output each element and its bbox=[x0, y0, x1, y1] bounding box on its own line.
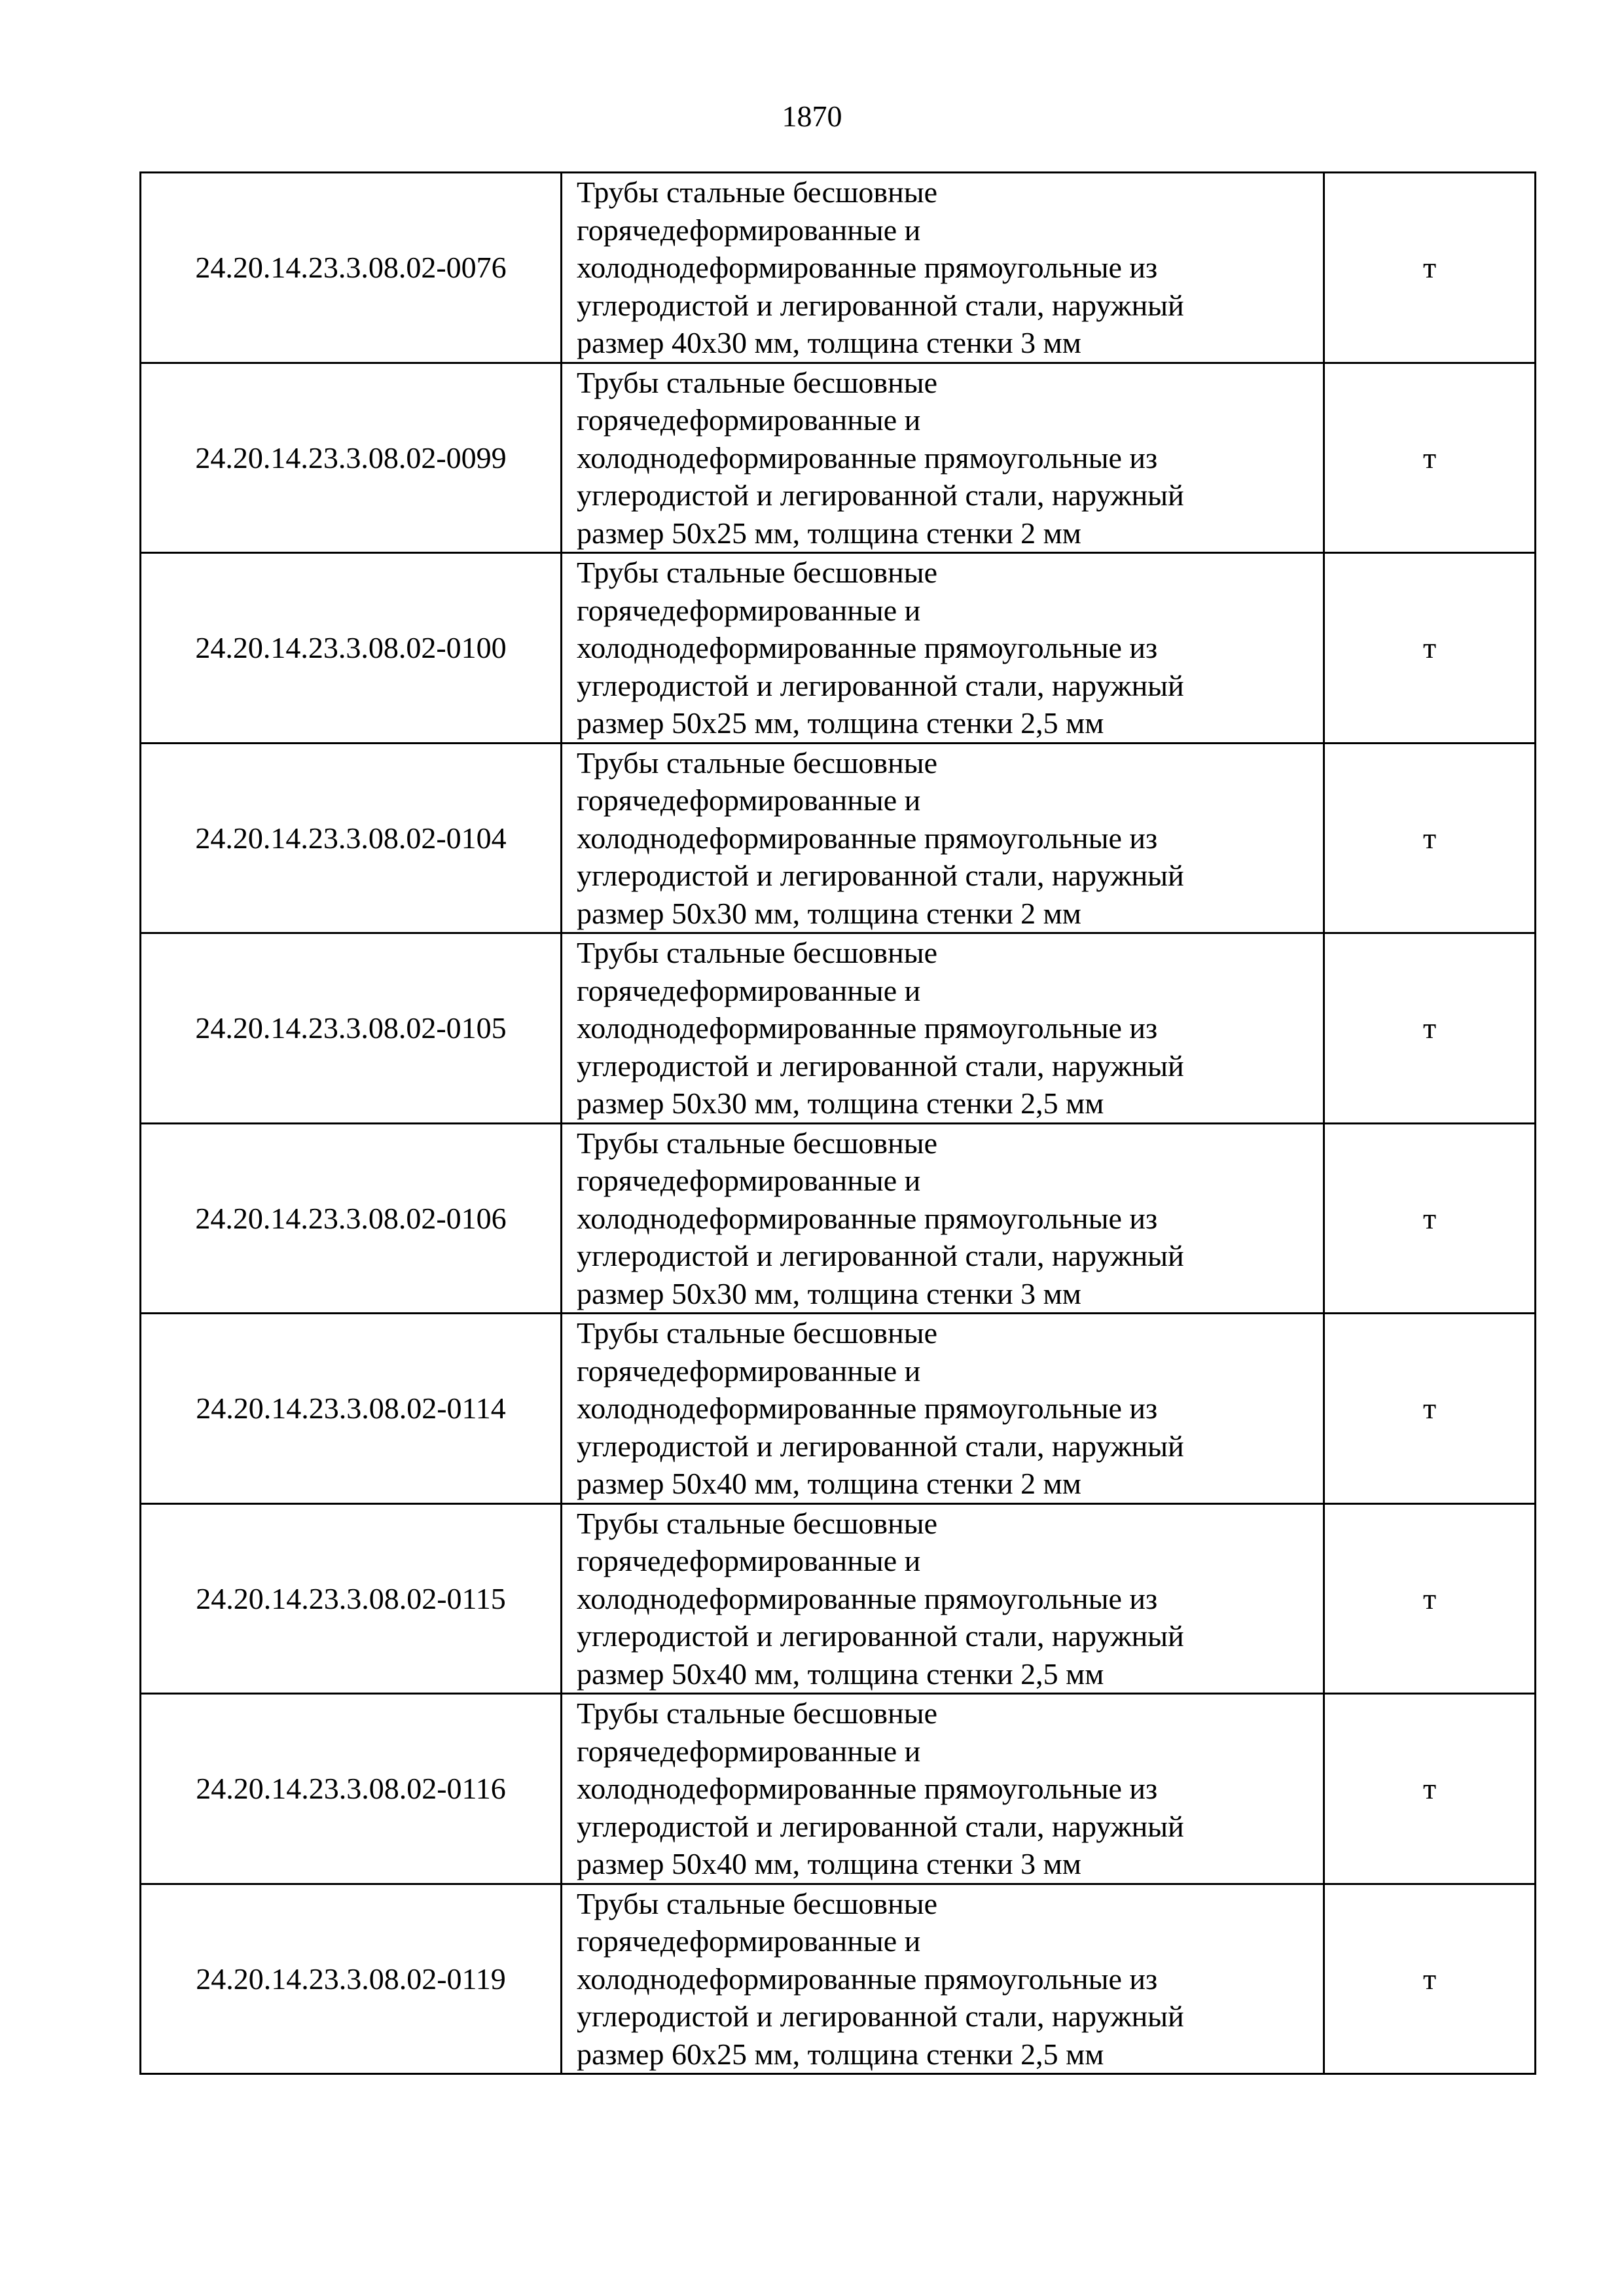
description-line: холоднодеформированные прямоугольные из bbox=[577, 251, 1158, 284]
description-line: холоднодеформированные прямоугольные из bbox=[577, 1201, 1158, 1235]
table-row bbox=[141, 553, 1536, 744]
description-line: размер 50х30 мм, толщина стенки 2,5 мм bbox=[577, 1086, 1104, 1120]
description-line: холоднодеформированные прямоугольные из bbox=[577, 1391, 1158, 1425]
description-line: углеродистой и легированной стали, наружный bbox=[577, 1239, 1184, 1272]
resource-description-cell bbox=[562, 173, 1324, 363]
description-line: размер 50х40 мм, толщина стенки 3 мм bbox=[577, 1847, 1081, 1880]
description-line: углеродистой и легированной стали, наружный bbox=[577, 1619, 1184, 1653]
description-line: Трубы стальные бесшовные bbox=[577, 1886, 938, 1920]
table-row bbox=[141, 363, 1536, 553]
description-line: холоднодеформированные прямоугольные из bbox=[577, 440, 1158, 475]
description-line: Трубы стальные бесшовные bbox=[577, 175, 938, 209]
description-line: горячедеформированные и bbox=[577, 1354, 921, 1388]
description-line: углеродистой и легированной стали, наружный bbox=[577, 859, 1184, 892]
description-line: горячедеформированные и bbox=[577, 593, 921, 627]
resource-description-cell bbox=[562, 1314, 1324, 1504]
resource-code-cell: 24.20.14.23.3.08.02-0104 bbox=[141, 743, 562, 933]
description-line: углеродистой и легированной стали, наружный bbox=[577, 2000, 1184, 2033]
description-line: Трубы стальные бесшовные bbox=[577, 556, 938, 589]
unit-cell: т bbox=[1324, 1503, 1536, 1694]
description-line: горячедеформированные и bbox=[577, 1164, 921, 1197]
description-line: размер 50х30 мм, толщина стенки 2 мм bbox=[577, 896, 1081, 930]
table-row bbox=[141, 1503, 1536, 1694]
resource-code-cell: 24.20.14.23.3.08.02-0114 bbox=[141, 1314, 562, 1504]
unit-cell: т bbox=[1324, 173, 1536, 363]
table-row bbox=[141, 1314, 1536, 1504]
description-line: Трубы стальные бесшовные bbox=[577, 1316, 938, 1350]
resource-description-cell bbox=[562, 1123, 1324, 1314]
description-line: углеродистой и легированной стали, наружный bbox=[577, 1049, 1184, 1083]
resource-description-cell bbox=[562, 363, 1324, 553]
materials-table bbox=[139, 171, 1536, 2075]
description-line: горячедеформированные и bbox=[577, 213, 921, 247]
description-line: холоднодеформированные прямоугольные из bbox=[577, 1962, 1158, 1996]
table-row bbox=[141, 933, 1536, 1124]
description-line: Трубы стальные бесшовные bbox=[577, 1696, 938, 1730]
description-line: холоднодеформированные прямоугольные из bbox=[577, 1581, 1158, 1615]
description-line: Трубы стальные бесшовные bbox=[577, 365, 938, 399]
description-line: размер 50х25 мм, толщина стенки 2,5 мм bbox=[577, 706, 1104, 740]
resource-description-cell bbox=[562, 933, 1324, 1124]
description-line: углеродистой и легированной стали, наружный bbox=[577, 1429, 1184, 1463]
unit-cell: т bbox=[1324, 1884, 1536, 2074]
unit-cell: т bbox=[1324, 1123, 1536, 1314]
table-row bbox=[141, 1884, 1536, 2074]
resource-description-cell bbox=[562, 1694, 1324, 1884]
description-line: горячедеформированные и bbox=[577, 403, 921, 437]
description-line: горячедеформированные и bbox=[577, 1544, 921, 1577]
unit-cell: т bbox=[1324, 553, 1536, 744]
description-line: горячедеформированные и bbox=[577, 783, 921, 817]
description-line: размер 50х30 мм, толщина стенки 3 мм bbox=[577, 1276, 1081, 1310]
description-line: размер 60х25 мм, толщина стенки 2,5 мм bbox=[577, 2037, 1104, 2071]
description-line: углеродистой и легированной стали, наружный bbox=[577, 288, 1184, 322]
description-line: Трубы стальные бесшовные bbox=[577, 1126, 938, 1160]
description-line: холоднодеформированные прямоугольные из bbox=[577, 821, 1158, 855]
description-line: углеродистой и легированной стали, наружный bbox=[577, 478, 1184, 512]
unit-cell: т bbox=[1324, 363, 1536, 553]
table-row bbox=[141, 1123, 1536, 1314]
description-line: Трубы стальные бесшовные bbox=[577, 936, 938, 969]
resource-code-cell: 24.20.14.23.3.08.02-0105 bbox=[141, 933, 562, 1124]
description-line: Трубы стальные бесшовные bbox=[577, 745, 938, 780]
resource-description-cell bbox=[562, 1503, 1324, 1694]
unit-cell: т bbox=[1324, 743, 1536, 933]
resource-code-cell: 24.20.14.23.3.08.02-0119 bbox=[141, 1884, 562, 2074]
unit-cell: т bbox=[1324, 1694, 1536, 1884]
description-line: размер 40х30 мм, толщина стенки 3 мм bbox=[577, 326, 1081, 359]
resource-code-cell: 24.20.14.23.3.08.02-0076 bbox=[141, 173, 562, 363]
resource-description-cell bbox=[562, 553, 1324, 744]
description-line: горячедеформированные и bbox=[577, 973, 921, 1007]
description-line: размер 50х40 мм, толщина стенки 2,5 мм bbox=[577, 1657, 1104, 1691]
resource-description-cell bbox=[562, 1884, 1324, 2074]
description-line: углеродистой и легированной стали, наружный bbox=[577, 1809, 1184, 1843]
unit-cell: т bbox=[1324, 1314, 1536, 1504]
resource-code-cell: 24.20.14.23.3.08.02-0116 bbox=[141, 1694, 562, 1884]
description-line: горячедеформированные и bbox=[577, 1734, 921, 1768]
description-line: углеродистой и легированной стали, наружный bbox=[577, 668, 1184, 702]
table-row bbox=[141, 743, 1536, 933]
resource-description-cell bbox=[562, 743, 1324, 933]
description-line: размер 50х25 мм, толщина стенки 2 мм bbox=[577, 516, 1081, 550]
unit-cell: т bbox=[1324, 933, 1536, 1124]
page-number: 1870 bbox=[782, 99, 842, 133]
table-body bbox=[141, 173, 1536, 2074]
resource-code-cell: 24.20.14.23.3.08.02-0106 bbox=[141, 1123, 562, 1314]
description-line: холоднодеформированные прямоугольные из bbox=[577, 1011, 1158, 1045]
table-row bbox=[141, 1694, 1536, 1884]
description-line: холоднодеформированные прямоугольные из bbox=[577, 631, 1158, 664]
resource-code-cell: 24.20.14.23.3.08.02-0099 bbox=[141, 363, 562, 553]
resource-code-cell: 24.20.14.23.3.08.02-0100 bbox=[141, 553, 562, 744]
resource-code-cell: 24.20.14.23.3.08.02-0115 bbox=[141, 1503, 562, 1694]
description-line: горячедеформированные и bbox=[577, 1924, 921, 1958]
description-line: холоднодеформированные прямоугольные из bbox=[577, 1772, 1158, 1805]
description-line: Трубы стальные бесшовные bbox=[577, 1506, 938, 1540]
table-row bbox=[141, 173, 1536, 363]
description-line: размер 50х40 мм, толщина стенки 2 мм bbox=[577, 1467, 1081, 1500]
